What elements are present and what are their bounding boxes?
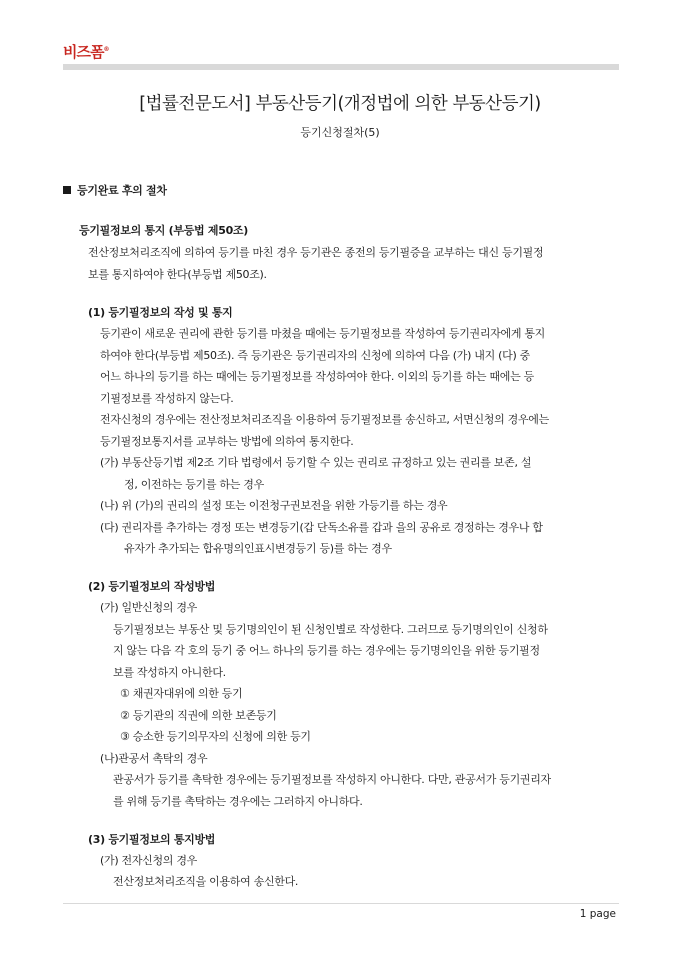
s1-para1-line: 등기관이 새로운 권리에 관한 등기를 마쳤을 때에는 등기필정보를 작성하여 등기권리자에게 통지 [100, 327, 546, 340]
header-bar [63, 64, 619, 70]
s2-b-line: 관공서가 등기를 촉탁한 경우에는 등기필정보를 작성하지 아니한다. 다만, 관공서가 등기권리자 [113, 773, 551, 786]
s3-a-text: 전산정보처리조직을 이용하여 송신한다. [113, 875, 299, 888]
s2-heading: (2) 등기필정보의 작성방법 [88, 580, 216, 593]
s2-a-line: 보를 작성하지 아니한다. [113, 666, 226, 679]
page-number: 1 page [579, 908, 616, 920]
intro-line: 전산정보처리조직에 의하여 등기를 마친 경우 등기관은 종전의 등기필증을 교부하는 대신 등기필정 [88, 246, 544, 259]
s1-para2-line: 등기필정보통지서를 교부하는 방법에 의하여 통지한다. [100, 435, 354, 448]
s1-item-ga: (가) 부동산등기법 제2조 기타 법령에서 등기할 수 있는 권리로 규정하고 있는 권리를 보존, 설 [100, 456, 532, 469]
section-heading: 등기완료 후의 절차 [63, 180, 167, 202]
s2-a-label: (가) 일반신청의 경우 [100, 601, 197, 614]
s3-a-label: (가) 전자신청의 경우 [100, 854, 197, 867]
s2-list-item: ③ 승소한 등기의무자의 신청에 의한 등기 [120, 730, 311, 743]
s2-a-line: 지 않는 다음 각 호의 등기 중 어느 하나의 등기를 하는 경우에는 등기명의인을 위한 등기필정 [113, 644, 540, 657]
s1-item-na: (나) 위 (가)의 권리의 설정 또는 이전청구권보전을 위한 가등기를 하는 경우 [100, 499, 448, 512]
s1-heading: (1) 등기필정보의 작성 및 통지 [88, 306, 233, 319]
s2-a-line: 등기필정보는 부동산 및 등기명의인이 된 신청인별로 작성한다. 그러므로 등기명의인이 신청하 [113, 623, 548, 636]
s1-item-ga-cont: 정, 이전하는 등기를 하는 경우 [124, 478, 264, 491]
s2-list-item: ② 등기관의 직권에 의한 보존등기 [120, 709, 277, 722]
intro-line: 보를 통지하여야 한다(부등법 제50조). [88, 268, 267, 281]
s1-para1-line: 어느 하나의 등기를 하는 때에는 등기필정보를 작성하여야 한다. 이외의 등기를 하는 때에는 등 [100, 370, 534, 383]
s1-para1-line: 하여야 한다(부등법 제50조). 즉 등기관은 등기권리자의 신청에 의하여 다음 (가) 내지 (다) 중 [100, 349, 530, 362]
s2-b-label: (나)관공서 촉탁의 경우 [100, 752, 208, 765]
footer-divider [63, 903, 619, 904]
document-title: [법률전문도서] 부동산등기(개정법에 의한 부동산등기) [139, 94, 541, 114]
document-subtitle: 등기신청절차(5) [300, 126, 380, 139]
s1-para1-line: 기필정보를 작성하지 않는다. [100, 392, 234, 405]
s2-b-line: 를 위해 등기를 촉탁하는 경우에는 그러하지 아니하다. [113, 795, 363, 808]
square-bullet-icon [63, 186, 71, 194]
bizform-logo: 비즈폼® [63, 43, 109, 61]
s3-heading: (3) 등기필정보의 통지방법 [88, 833, 216, 846]
s1-item-da: (다) 권리자를 추가하는 경정 또는 변경등기(갑 단독소유를 갑과 을의 공유로 경정하는 경우나 합 [100, 521, 543, 534]
s2-list-item: ① 채권자대위에 의한 등기 [120, 687, 243, 700]
sub-heading: 등기필정보의 통지 (부등법 제50조) [79, 224, 248, 237]
s1-para2-line: 전자신청의 경우에는 전산정보처리조직을 이용하여 등기필정보를 송신하고, 서면신청의 경우에는 [100, 413, 549, 426]
s1-item-da-cont: 유자가 추가되는 합유명의인표시변경등기 등)를 하는 경우 [124, 542, 392, 555]
